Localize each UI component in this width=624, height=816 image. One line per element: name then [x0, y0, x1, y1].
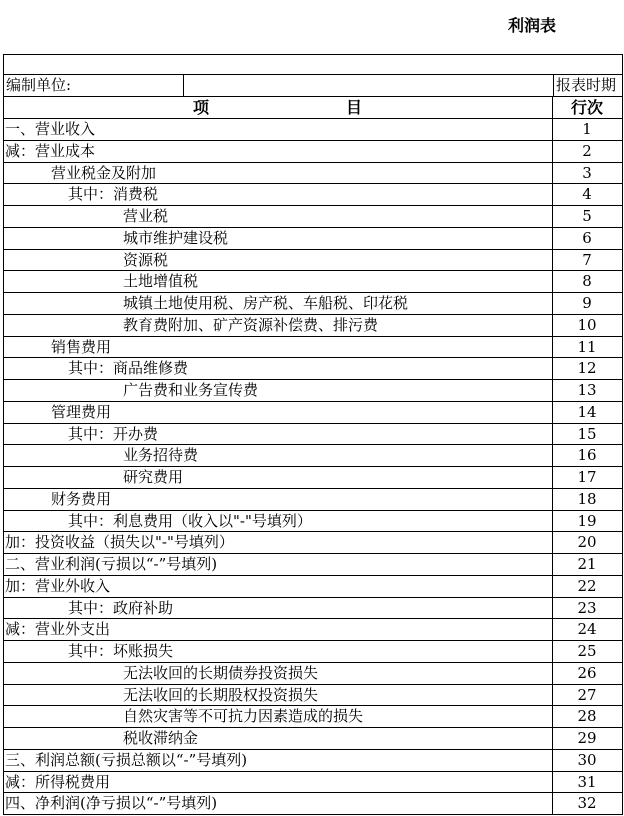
row-line-number: 2 — [582, 141, 592, 160]
table-row — [3, 598, 623, 620]
row-line-number: 13 — [577, 381, 597, 399]
row-item-label: 资源税 — [3, 250, 553, 271]
table-row — [3, 750, 623, 772]
table-row — [3, 380, 623, 402]
table-row — [3, 293, 623, 315]
table-row — [3, 315, 623, 337]
unit-label: 编制单位: — [6, 76, 72, 94]
row-item-label: 其中：商品维修费 — [3, 358, 553, 379]
line-column-header: 行次 — [570, 98, 603, 117]
table-row — [3, 337, 623, 359]
row-item-label: 无法收回的长期债券投资损失 — [3, 663, 553, 684]
table-row — [3, 424, 623, 446]
row-item-label: 税收滞纳金 — [3, 728, 553, 749]
item-column-header — [3, 97, 553, 118]
row-line-number: 11 — [577, 337, 597, 356]
row-item-label: 销售费用 — [3, 337, 553, 358]
row-line-number: 27 — [577, 685, 597, 704]
item-header-right: 目 — [346, 98, 363, 117]
table-row — [3, 250, 623, 272]
row-item-label: 减：营业成本 — [3, 141, 553, 162]
row-item-label: 无法收回的长期股权投资损失 — [3, 685, 553, 706]
row-line-number: 24 — [577, 620, 597, 639]
row-line-number: 32 — [577, 794, 597, 813]
row-item-label: 土地增值税 — [3, 271, 553, 292]
row-line-number: 19 — [577, 511, 597, 530]
row-item-label: 城市维护建设税 — [3, 228, 553, 249]
table-row — [3, 358, 623, 380]
row-item-label: 教育费附加、矿产资源补偿费、排污费 — [3, 315, 553, 336]
table-row — [3, 489, 623, 511]
row-item-label: 三、利润总额(亏损总额以“-”号填列) — [3, 750, 553, 771]
row-line-number: 3 — [582, 163, 592, 182]
row-line-number: 1 — [582, 120, 592, 138]
row-line-number: 29 — [577, 729, 597, 747]
report-period-label: 报表时期 — [556, 76, 617, 94]
table-row — [3, 119, 623, 141]
row-line-number: 12 — [577, 359, 597, 378]
table-row — [3, 532, 623, 554]
row-item-label: 加：营业外收入 — [3, 576, 553, 597]
table-row — [3, 706, 623, 728]
table-header-row — [3, 97, 623, 119]
table-row — [3, 641, 623, 663]
row-line-number: 14 — [577, 402, 597, 421]
row-item-label: 财务费用 — [3, 489, 553, 510]
row-line-number: 4 — [582, 185, 592, 204]
row-line-number: 22 — [577, 576, 597, 595]
row-item-label: 营业税金及附加 — [3, 163, 553, 184]
row-line-number: 28 — [577, 707, 597, 726]
row-line-number: 18 — [577, 489, 597, 508]
row-item-label: 减：所得税费用 — [3, 772, 553, 793]
row-item-label: 营业税 — [3, 206, 553, 227]
row-line-number: 26 — [577, 663, 597, 682]
table-row — [3, 728, 623, 750]
table-row — [3, 163, 623, 185]
row-item-label: 业务招待费 — [3, 445, 553, 466]
table-row — [3, 576, 623, 598]
unit-row — [3, 75, 623, 97]
row-line-number: 6 — [582, 228, 592, 247]
row-line-number: 7 — [582, 250, 592, 269]
row-item-label: 广告费和业务宣传费 — [3, 380, 553, 401]
table-row — [3, 141, 623, 163]
table-row — [3, 554, 623, 576]
row-item-label: 二、营业利润(亏损以“-”号填列) — [3, 554, 553, 575]
row-item-label: 加：投资收益（损失以"-"号填列） — [3, 532, 553, 553]
row-item-label: 研究费用 — [3, 467, 553, 488]
unit-value-field[interactable] — [183, 75, 554, 96]
row-line-number: 9 — [582, 294, 592, 312]
row-line-number: 20 — [577, 533, 597, 552]
row-item-label: 城镇土地使用税、房产税、车船税、印花税 — [3, 293, 553, 314]
row-item-label: 减：营业外支出 — [3, 619, 553, 640]
row-item-label: 其中：利息费用（收入以"-"号填列） — [3, 511, 553, 532]
unit-row-divider — [553, 75, 554, 97]
row-item-label: 一、营业收入 — [3, 119, 553, 140]
row-item-label: 其中：消费税 — [3, 184, 553, 205]
item-header-left: 项 — [193, 98, 210, 117]
row-item-label: 四、净利润(净亏损以“-”号填列) — [3, 793, 553, 814]
row-line-number: 15 — [577, 424, 597, 443]
row-line-number: 5 — [582, 207, 592, 225]
table-row — [3, 511, 623, 533]
row-line-number: 10 — [577, 315, 597, 334]
report-title: 利润表 — [508, 16, 557, 35]
row-line-number: 17 — [577, 468, 597, 486]
row-line-number: 23 — [577, 598, 597, 617]
table-row — [3, 793, 623, 815]
table-row — [3, 228, 623, 250]
table-row — [3, 271, 623, 293]
table-row — [3, 184, 623, 206]
row-line-number: 21 — [577, 555, 597, 573]
row-line-number: 16 — [577, 446, 597, 465]
frame-top-line — [3, 54, 623, 55]
table-row — [3, 467, 623, 489]
row-item-label: 管理费用 — [3, 402, 553, 423]
row-line-number: 25 — [577, 642, 597, 660]
table-row — [3, 206, 623, 228]
row-line-number: 31 — [577, 772, 597, 791]
row-line-number: 30 — [577, 750, 597, 769]
table-row — [3, 402, 623, 424]
row-item-label: 其中：坏账损失 — [3, 641, 553, 662]
table-row — [3, 685, 623, 707]
row-item-label: 自然灾害等不可抗力因素造成的损失 — [3, 706, 553, 727]
row-item-label: 其中：开办费 — [3, 424, 553, 445]
table-row — [3, 445, 623, 467]
row-line-number: 8 — [582, 272, 592, 291]
table-row — [3, 619, 623, 641]
table-row — [3, 772, 623, 794]
row-item-label: 其中：政府补助 — [3, 598, 553, 619]
table-row — [3, 663, 623, 685]
